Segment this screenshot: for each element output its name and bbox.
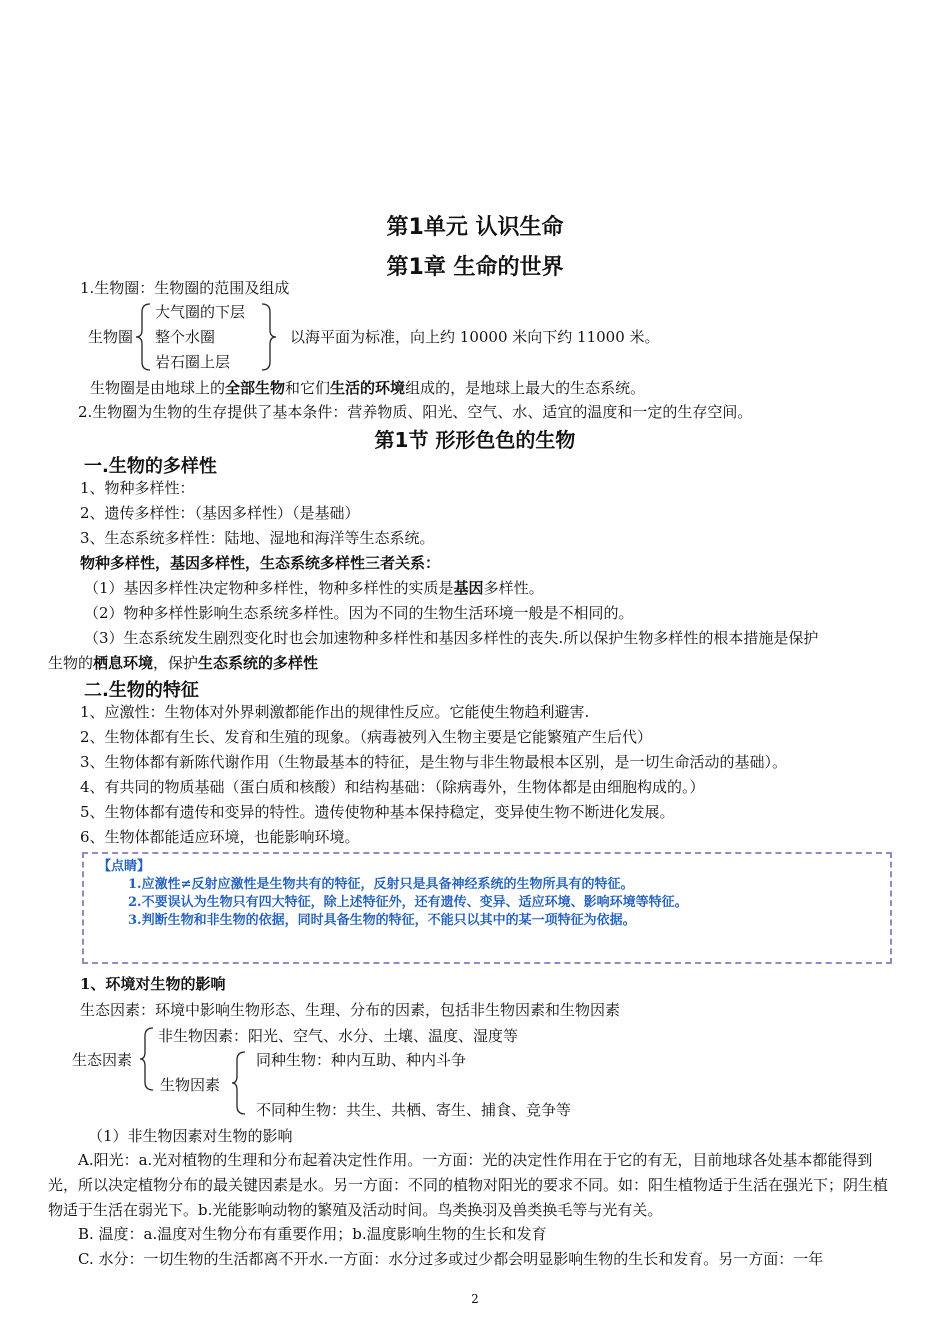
key-point-title: 【点睛】 [98, 859, 151, 874]
sunlight-paragraph: A.阳光：a.光对植物的生理和分布起着决定性作用。一方面：光的决定性作用在于它的有无，目前地球各处基本都能得到光，所以决定植物分布的最关键因素是水。另一方面：不同的植物对阳光的要求不同。如：阳生植物适于生活在强光下；阴生植物适于生活在弱光下。b.光能影响动物的繁殖及活动时间。鸟类换羽及兽类换毛等与光有关。 [48, 1151, 889, 1219]
key-point-line: 1.应激性≠反射应激性是生物共有的特征，反射只是具备神经系统的生物所具有的特征。 [128, 877, 634, 892]
biosphere-item-2: 2.生物圈为生物的生存提供了基本条件：营养物质、阳光、空气、水、适宜的温度和一定的生存空间。 [78, 403, 753, 421]
biosphere-label: 生物圈 [88, 328, 134, 346]
features-heading: 二.生物的特征 [84, 680, 199, 701]
left-brace-icon [138, 1026, 156, 1092]
feature-item: 6、生物体都能适应环境，也能影响环境。 [80, 828, 360, 846]
relation-item: （2）物种多样性影响生态系统多样性。因为不同的生物生活环境一般是不相同的。 [84, 604, 634, 622]
feature-item: 5、生物体都有遗传和变异的特性。遗传使物种基本保持稳定，变异使生物不断进化发展。 [80, 803, 675, 821]
biosphere-heading: 1.生物圈：生物圈的范围及组成 [80, 279, 290, 297]
left-brace-icon [134, 302, 154, 372]
abiotic-factors: 非生物因素：阳光、空气、水分、土壤、温度、湿度等 [158, 1027, 519, 1045]
biosphere-note: 以海平面为标准，向上约 10000 米向下约 11000 米。 [290, 328, 660, 346]
relation-item: （1）基因多样性决定物种多样性，物种多样性的实质是基因多样性。 [84, 579, 544, 597]
feature-item: 4、有共同的物质基础（蛋白质和核酸）和结构基础：（除病毒外，生物体都是由细胞构成的。） [80, 778, 705, 796]
relation-item-cont: 生物的栖息环境，保护生态系统的多样性 [48, 654, 319, 672]
page-number: 2 [471, 1292, 479, 1306]
different-species: 不同种生物：共生、共栖、寄生、捕食、竞争等 [256, 1101, 572, 1119]
key-point-line: 2.不要误认为生物只有四大特征，除上述特征外，还有遗传、变异、适应环境、影响环境等特征。 [128, 895, 688, 910]
biosphere-layer: 岩石圈上层 [155, 353, 231, 371]
feature-item: 1、应激性：生物体对外界刺激都能作出的规律性反应。它能使生物趋利避害. [80, 703, 590, 721]
same-species: 同种生物：种内互助、种内斗争 [256, 1051, 467, 1069]
left-brace-icon [230, 1050, 248, 1116]
diversity-item: 2、遗传多样性：（基因多样性）（是基础） [80, 504, 360, 522]
biotic-label: 生物因素 [160, 1076, 221, 1094]
section-title: 第1节 形形色色的生物 [374, 428, 576, 452]
water-line: C. 水分：一切生物的生活都离不开水.一方面：水分过多或过少都会明显影响生物的生长和发育。另一方面：一年 [78, 1250, 824, 1268]
abiotic-subheading: （1）非生物因素对生物的影响 [88, 1127, 293, 1145]
right-brace-icon [258, 302, 278, 372]
factor-label: 生态因素 [72, 1051, 133, 1069]
factors-definition: 生态因素：环境中影响生物形态、生理、分布的因素，包括非生物因素和生物因素 [80, 1001, 621, 1019]
temperature-line: B. 温度：a.温度对生物分布有重要作用；b.温度影响生物的生长和发育 [78, 1225, 547, 1243]
unit-title: 第1单元 认识生命 [386, 215, 564, 240]
biosphere-layer: 整个水圈 [155, 328, 216, 346]
environment-heading: 1、环境对生物的影响 [80, 975, 226, 993]
relation-heading: 物种多样性，基因多样性，生态系统多样性三者关系： [80, 554, 441, 572]
diversity-heading: 一.生物的多样性 [84, 456, 217, 477]
chapter-title: 第1章 生命的世界 [386, 255, 564, 280]
relation-item: （3）生态系统发生剧烈变化时也会加速物种多样性和基因多样性的丧失.所以保护生物多样性的根本措施是保护 [84, 629, 819, 647]
diversity-item: 3、生态系统多样性：陆地、湿地和海洋等生态系统。 [80, 529, 435, 547]
key-point-line: 3.判断生物和非生物的依据，同时具备生物的特征，不能只以其中的某一项特征为依据。 [128, 913, 636, 928]
feature-item: 2、生物体都有生长、发育和生殖的现象。（病毒被列入生物主要是它能繁殖产生后代） [80, 728, 653, 746]
feature-item: 3、生物体都有新陈代谢作用（生物最基本的特征，是生物与非生物最根本区别，是一切生命活动的基础）。 [80, 753, 788, 771]
biosphere-definition: 生物圈是由地球上的全部生物和它们生活的环境组成的，是地球上最大的生态系统。 [90, 379, 646, 397]
diversity-item: 1、物种多样性： [80, 479, 195, 497]
biosphere-layer: 大气圈的下层 [155, 303, 246, 321]
